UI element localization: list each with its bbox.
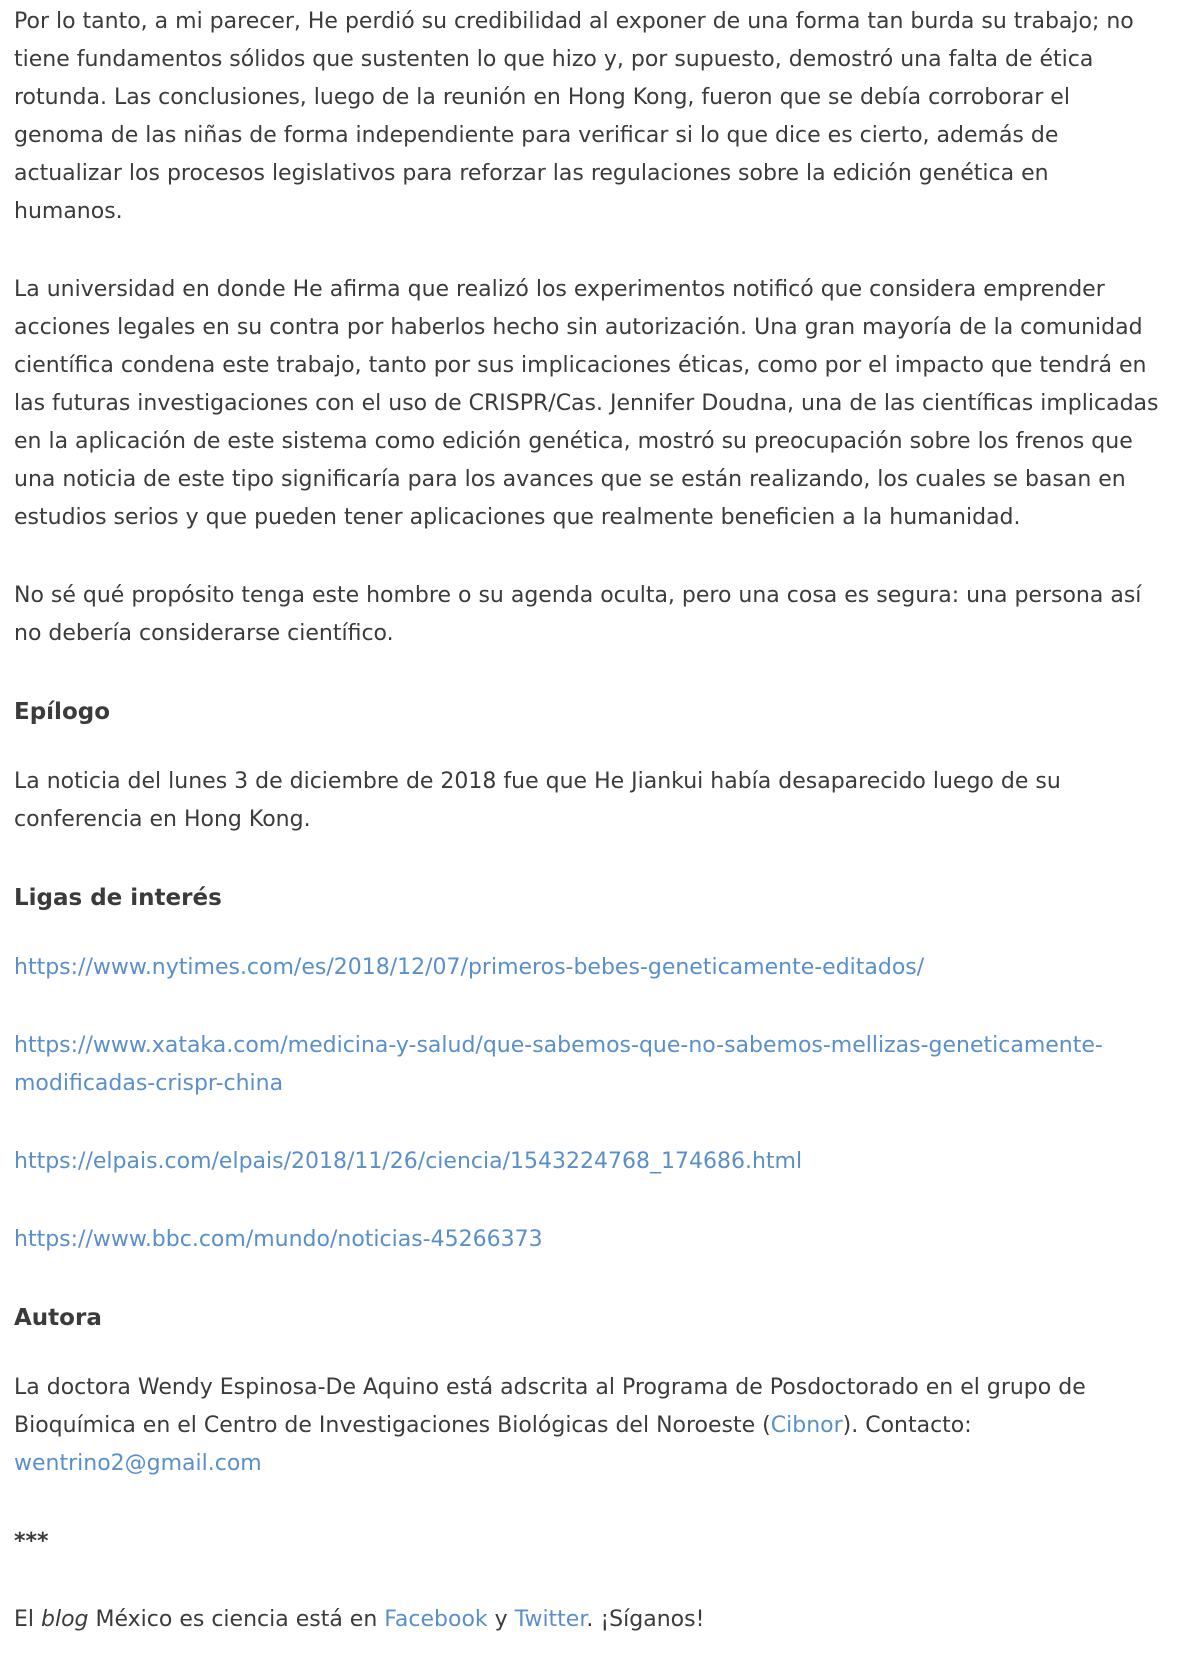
xataka-link[interactable]: https://www.xataka.com/medicina-y-salud/que-sabemos-que-no-sabemos-mellizas-geneticamente-modificadas-crispr-china xyxy=(14,1033,1103,1096)
footer-text-conjunction: y xyxy=(487,1607,515,1632)
asterisk-separator: *** xyxy=(14,1529,49,1554)
bbc-link[interactable]: https://www.bbc.com/mundo/noticias-45266373 xyxy=(14,1227,543,1252)
author-text-after: ). Contacto: xyxy=(842,1413,972,1438)
footer-blog-word: blog xyxy=(41,1607,89,1632)
epilogue-heading: Epílogo xyxy=(14,699,111,725)
cibnor-link[interactable]: Cibnor xyxy=(770,1413,843,1438)
twitter-link[interactable]: Twitter xyxy=(514,1607,587,1632)
link-line-bbc xyxy=(14,1221,1164,1259)
footer-line xyxy=(14,1601,1164,1639)
email-link[interactable]: wentrino2@gmail.com xyxy=(14,1451,262,1476)
author-heading: Autora xyxy=(14,1305,102,1331)
intro-paragraph-2: La universidad en donde He afirma que realizó los experimentos notificó que considera emprender acciones legales en su contra por haberlos hecho sin autorización. Una gran mayoría de la comunidad científica condena este trabajo, tanto por sus implicaciones éticas, como por el impacto que tendrá en las futuras investigaciones con el uso de CRISPR/Cas. Jennifer Doudna, una de las científicas implicadas en la aplicación de este sistema como edición genética, mostró su preocupación sobre los frenos que una noticia de este tipo significaría para los avances que se están realizando, los cuales se basan en estudios serios y que pueden tener aplicaciones que realmente beneficien a la humanidad. xyxy=(14,277,1159,530)
link-line-nytimes xyxy=(14,949,1164,987)
intro-paragraph-3: No sé qué propósito tenga este hombre o su agenda oculta, pero una cosa es segura: una persona así no debería considerarse científico. xyxy=(14,583,1142,646)
nytimes-link[interactable]: https://www.nytimes.com/es/2018/12/07/primeros-bebes-geneticamente-editados/ xyxy=(14,955,925,980)
footer-text-end: . ¡Síganos! xyxy=(586,1607,705,1632)
intro-paragraph-1: Por lo tanto, a mi parecer, He perdió su credibilidad al exponer de una forma tan burda su trabajo; no tiene fundamentos sólidos que sustenten lo que hizo y, por supuesto, demostró una falta de ética rotunda. Las conclusiones, luego de la reunión en Hong Kong, fueron que se debía corroborar el genoma de las niñas de forma independiente para verificar si lo que dice es cierto, además de actualizar los procesos legislativos para reforzar las regulaciones sobre la edición genética en humanos. xyxy=(14,9,1134,224)
facebook-link[interactable]: Facebook xyxy=(384,1607,488,1632)
footer-text-mid: México es ciencia está en xyxy=(88,1607,385,1632)
author-text-before: La doctora Wendy Espinosa-De Aquino está adscrita al Programa de Posdoctorado en el grupo de Bioquímica en el Centro de Investigaciones Biológicas del Noroeste ( xyxy=(14,1375,1086,1438)
link-line-xataka xyxy=(14,1027,1164,1103)
elpais-link[interactable]: https://elpais.com/elpais/2018/11/26/ciencia/1543224768_174686.html xyxy=(14,1149,803,1174)
epilogue-paragraph: La noticia del lunes 3 de diciembre de 2018 fue que He Jiankui había desaparecido luego de su conferencia en Hong Kong. xyxy=(14,769,1061,832)
footer-text-start: El xyxy=(14,1607,42,1632)
link-line-elpais xyxy=(14,1143,1164,1181)
links-heading: Ligas de interés xyxy=(14,885,222,911)
author-paragraph xyxy=(14,1369,1164,1483)
